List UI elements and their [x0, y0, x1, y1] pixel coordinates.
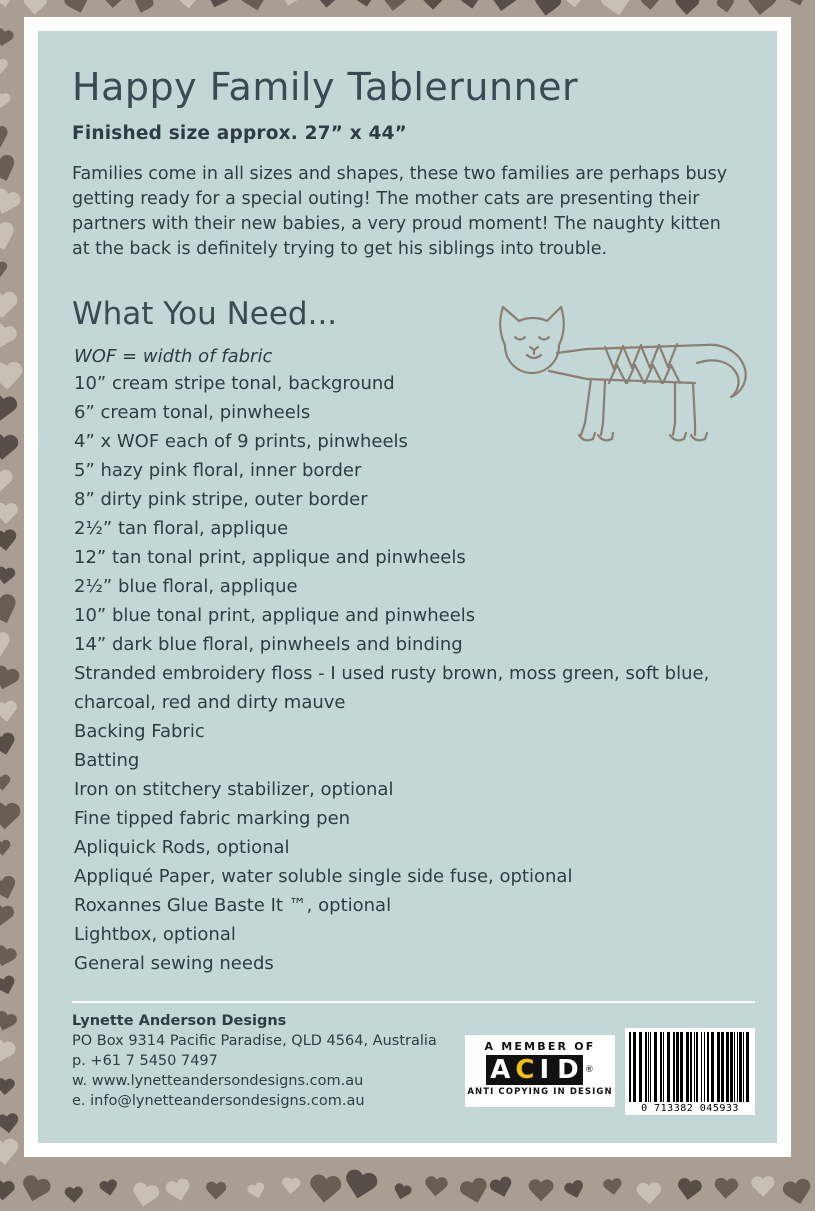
heart-motif: [163, 1177, 194, 1206]
heart-motif: [0, 1036, 18, 1068]
heart-motif: [0, 664, 22, 696]
heart-motif: [485, 0, 521, 17]
heart-motif: [390, 1182, 412, 1203]
heart-motif: [423, 1176, 449, 1200]
heart-motif: [0, 1180, 16, 1204]
heart-motif: [562, 0, 586, 11]
company-website[interactable]: w. www.lynetteandersondesigns.com.au: [72, 1073, 364, 1089]
heart-motif: [0, 1113, 21, 1137]
acid-letter-i: I: [535, 1055, 553, 1085]
heart-motif: [421, 0, 446, 13]
acid-letter-a: A: [486, 1055, 514, 1085]
heart-motif: [130, 0, 155, 18]
material-item: General sewing needs: [74, 952, 274, 974]
material-item: Apliquick Rods, optional: [74, 836, 290, 858]
material-item: Batting: [74, 749, 140, 771]
finished-size-text: Finished size approx. 27” x 44”: [72, 123, 408, 144]
heart-motif: [237, 0, 273, 17]
heart-motif: [488, 1176, 516, 1203]
heart-motif: [0, 566, 16, 588]
heart-motif: [602, 1178, 624, 1199]
heart-motif: [0, 261, 9, 281]
company-phone: p. +61 7 5450 7497: [72, 1053, 218, 1069]
heart-motif: [0, 187, 23, 222]
material-item: 14” dark blue floral, pinwheels and binding: [74, 633, 463, 655]
heart-motif: [636, 1183, 663, 1208]
material-item: 10” blue tonal print, applique and pinwheels: [74, 604, 476, 626]
material-item: 10” cream stripe tonal, background: [74, 372, 395, 394]
heart-motif: [0, 503, 18, 526]
heart-motif: [750, 1176, 775, 1199]
heart-motif: [780, 1177, 815, 1210]
footer: [72, 1001, 755, 1129]
heart-motif: [0, 840, 12, 859]
heart-motif: [458, 0, 483, 13]
cat-illustration: [469, 283, 759, 453]
company-email[interactable]: e. info@lynetteandersondesigns.com.au: [72, 1093, 365, 1109]
heart-motif: [0, 220, 20, 258]
acid-tagline: ANTI COPYING IN DESIGN: [467, 1087, 613, 1097]
company-name: Lynette Anderson Designs: [72, 1013, 287, 1029]
heart-motif: [307, 1174, 343, 1208]
barcode: [625, 1028, 755, 1115]
heart-motif: [0, 362, 24, 394]
material-item: 4” x WOF each of 9 prints, pinwheels: [74, 430, 408, 452]
heart-motif: [527, 1179, 554, 1204]
barcode-number: 0 713382 045933: [641, 1103, 739, 1114]
heart-motif: [713, 1177, 740, 1202]
heart-motif: [674, 1177, 703, 1204]
heart-motif: [562, 1178, 587, 1202]
heart-motif: [17, 1173, 53, 1208]
heart-motif: [205, 1182, 227, 1203]
heart-motif: [786, 0, 810, 10]
heart-motif: [173, 0, 201, 12]
heart-motif: [22, 0, 48, 18]
heart-motif: [0, 394, 19, 426]
heart-motif: [0, 974, 19, 999]
footer-divider: [72, 1001, 755, 1003]
acid-registered-mark: ®: [584, 1065, 594, 1075]
acid-logo: [465, 1035, 615, 1107]
material-item: 2½” tan floral, applique: [74, 517, 289, 539]
page-title: Happy Family Tablerunner: [72, 65, 579, 109]
heart-motif: [0, 28, 16, 51]
material-item: Iron on stitchery stabilizer, optional: [74, 778, 394, 800]
heart-motif: [0, 322, 19, 355]
heart-motif: [0, 874, 22, 906]
heart-motif: [314, 0, 340, 11]
heart-motif: [129, 1181, 162, 1211]
material-item: Backing Fabric: [74, 720, 205, 742]
heart-motif: [0, 731, 19, 760]
material-item: Stranded embroidery floss - I used rusty brown, moss green, soft blue, charcoal, red and dirty mauve: [74, 662, 710, 713]
heart-motif: [276, 0, 303, 11]
heart-motif: [0, 774, 12, 793]
intro-paragraph: Families come in all sizes and shapes, these two families are perhaps busy getting ready for a special outing! The mother cats are presenting their partners with their new babies, a very proud moment! The naughty kitten at the back is definitely trying to get his siblings into trouble.: [72, 163, 728, 259]
heart-motif: [98, 1179, 120, 1200]
pattern-content-panel: [38, 31, 777, 1143]
acid-wordmark: [465, 1055, 615, 1085]
heart-motif: [0, 1009, 19, 1036]
heart-motif: [673, 0, 700, 18]
heart-motif: [350, 0, 380, 12]
heart-motif: [0, 592, 24, 632]
acid-member-line: A MEMBER OF: [484, 1040, 596, 1053]
materials-list: [72, 369, 743, 978]
heart-motif: [0, 0, 18, 12]
heart-motif: [0, 802, 22, 833]
wof-note: WOF = width of fabric: [74, 345, 273, 367]
heart-motif: [280, 1177, 301, 1197]
material-item: 2½” blue floral, applique: [74, 575, 298, 597]
heart-motif: [0, 153, 22, 189]
barcode-bars: [629, 1032, 751, 1102]
material-item: Lightbox, optional: [74, 923, 236, 945]
heart-motif: [0, 528, 19, 554]
heart-motif: [0, 1078, 16, 1098]
heart-motif: [0, 59, 8, 77]
heart-motif: [0, 1139, 20, 1170]
section-heading-what-you-need: What You Need...: [72, 295, 338, 332]
heart-motif: [201, 0, 232, 14]
heart-motif: [64, 1186, 84, 1205]
material-item: Appliqué Paper, water soluble single side fuse, optional: [74, 865, 573, 887]
heart-motif: [0, 903, 16, 931]
acid-letter-c: C: [515, 1055, 535, 1085]
heart-motif: [99, 0, 126, 11]
heart-motif: [0, 944, 19, 972]
material-item: Fine tipped fabric marking pen: [74, 807, 351, 829]
heart-motif: [0, 469, 13, 496]
acid-letter-d: D: [553, 1055, 583, 1085]
heart-motif: [0, 433, 20, 464]
pattern-card: [24, 17, 791, 1157]
heart-motif: [0, 292, 19, 322]
heart-motif: [0, 125, 13, 154]
material-item: 5” hazy pink floral, inner border: [74, 459, 362, 481]
material-item: 12” tan tonal print, applique and pinwheels: [74, 546, 466, 568]
company-address: PO Box 9314 Pacific Paradise, QLD 4564, Australia: [72, 1033, 437, 1049]
heart-motif: [639, 0, 659, 12]
heart-motif: [0, 700, 20, 726]
heart-motif: [379, 0, 410, 16]
heart-motif: [0, 91, 12, 113]
material-item: 6” cream tonal, pinwheels: [74, 401, 311, 423]
heart-motif: [245, 1181, 267, 1202]
material-item: 8” dirty pink stripe, outer border: [74, 488, 368, 510]
heart-motif: [715, 0, 736, 16]
material-item: Roxannes Glue Baste It ™, optional: [74, 894, 392, 916]
heart-motif: [340, 1168, 380, 1206]
heart-motif: [0, 631, 15, 663]
